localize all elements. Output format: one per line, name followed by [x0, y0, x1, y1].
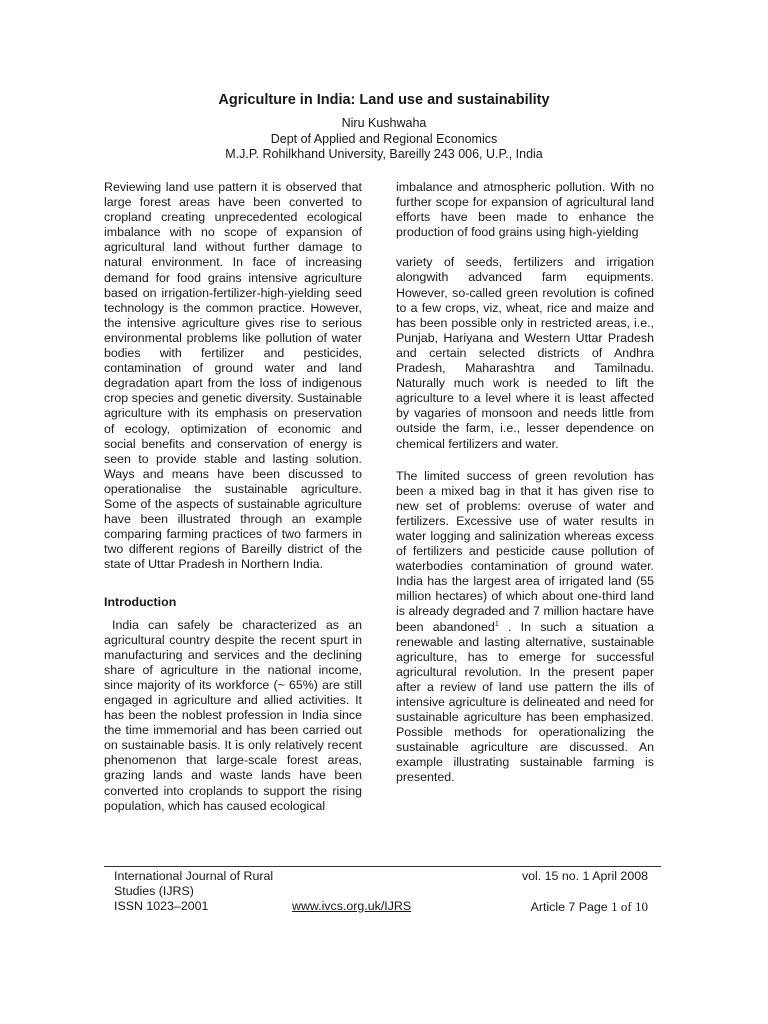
author-affiliation: M.J.P. Rohilkhand University, Bareilly 243 006, U.P., India — [225, 147, 543, 162]
introduction-paragraph: India can safely be characterized as an agricultural country despite the recent spurt in manufacturing and services and the declining share of agriculture in the national income, since majority of its workforce (~ 65%) are still engaged in agriculture and allied activities. It has been the noblest profession in India since the time immemorial and has been carried out on sustainable basis. It is only relatively recent phenomenon that large-scale forest areas, grazing lands and waste lands have been converted into croplands to support the rising population, which has caused ecological — [104, 617, 362, 813]
journal-volume: vol. 15 no. 1 April 2008 — [521, 869, 648, 883]
page-number: 1 — [611, 899, 618, 914]
page-footer — [104, 869, 661, 919]
left-column — [104, 180, 362, 814]
footer-divider — [104, 866, 661, 867]
author-department: Dept of Applied and Regional Economics — [270, 131, 498, 146]
abstract-paragraph: Reviewing land use pattern it is observed that large forest areas have been converted to cropland creating unprecedented ecological imbalance with no scope of expansion of agricultural land without further damage to natural environment. In face of increasing demand for food grains intensive agriculture based on irrigation-fertilizer-high-yielding seed technology is the common practice. However, the intensive agriculture gives rise to serious environmental problems like pollution of water bodies with fertilizer and pesticides, contamination of ground water and land degradation apart from the loss of indigenous crop species and genetic diversity. Sustainable agriculture with its emphasis on preservation of ecology, optimization of economic and social benefits and conservation of energy is seen to provide stable and lasting solution. Ways and means have been discussed to operationalise the sustainable agriculture. Some of the aspects of sustainable agriculture have been illustrated through an example comparing farming practices of two farmers in two different regions of Bareilly district of the state of Uttar Pradesh in Northern India. — [104, 180, 362, 572]
page-of-label: of — [617, 899, 635, 914]
paper-title: Agriculture in India: Land use and sustainability — [218, 92, 550, 108]
article-label: Article 7 Page — [530, 900, 612, 914]
journal-issn: ISSN 1023–2001 — [114, 899, 209, 913]
paragraph-3-text-start: The limited success of green revolution has been a mixed bag in that it has given rise to new set of problems: overuse of water and fertilizers. Excessive use of water results in water logging and salinization whereas excess of fertilizers and pesticide cause pollution of waterbodies contamination of ground water. India has the largest area of irrigated land (55 million hectares) of which about one-third land is already degraded and 7 million hactare have been abandoned — [396, 468, 654, 634]
journal-url-link[interactable]: www.ivcs.org.uk/IJRS — [292, 899, 412, 913]
introduction-heading: Introduction — [104, 595, 177, 610]
footnote-marker[interactable]: 1 — [494, 620, 499, 628]
paper-header — [0, 92, 768, 163]
article-page-info — [531, 899, 648, 915]
author-name: Niru Kushwaha — [341, 116, 427, 130]
journal-name: International Journal of Rural Studies (IJRS) — [114, 869, 274, 898]
paragraph-3-text-end: . In such a situation a renewable and lasting alternative, sustainable agriculture, has to emerge for successful agricultural revolution. In the present paper after a review of land use pattern the ills of intensive agriculture is delineated and need for sustainable agriculture has been emphasized. Possible methods for operationalizing the sustainable agriculture are discussed. An example illustrating sustainable farming is presented. — [396, 619, 654, 785]
right-column — [396, 180, 654, 786]
body-paragraph-1: imbalance and atmospheric pollution. With no further scope for expansion of agricultural land efforts have been made to enhance the production of food grains using high-yielding — [396, 180, 654, 240]
page-total: 10 — [635, 899, 648, 914]
body-paragraph-3 — [396, 469, 654, 786]
body-paragraph-2: variety of seeds, fertilizers and irrigation alongwith advanced farm equipments. However, so-called green revolution is cofined to a few crops, viz, wheat, rice and maize and has been possible only in restricted areas, i.e., Punjab, Hariyana and Western Uttar Pradesh and certain selected districts of Andhra Pradesh, Maharashtra and Tamilnadu. Naturally much work is needed to lift the agriculture to a level where it is least affected by vagaries of monsoon and needs little from outside the farm, i.e., lesser dependence on chemical fertilizers and water. — [396, 255, 654, 451]
